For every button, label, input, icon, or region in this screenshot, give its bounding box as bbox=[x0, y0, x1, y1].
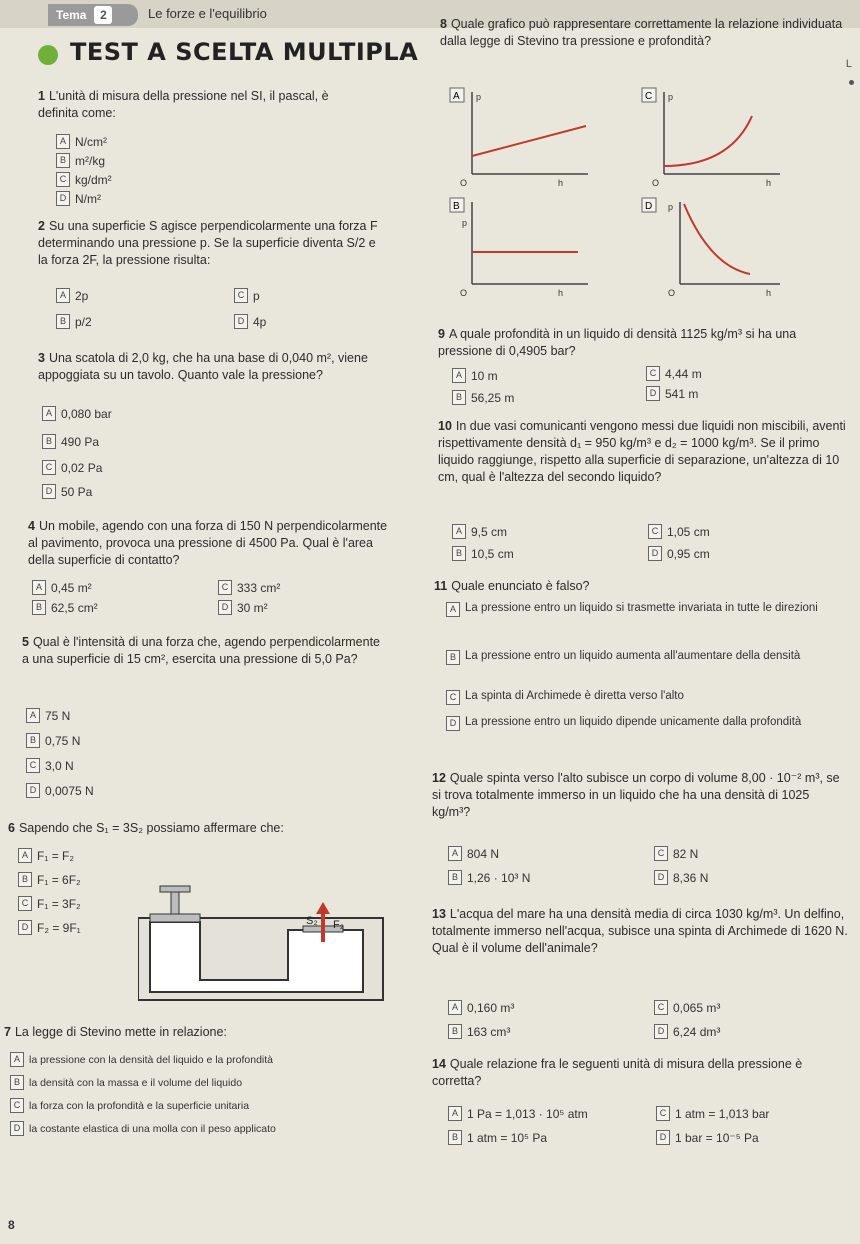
question-text: Quale grafico può rappresentare correttamente la relazione individuata dalla legge di Stevino tra pressione e profondità? bbox=[440, 17, 843, 48]
option-text: F₁ = 6F₂ bbox=[37, 872, 81, 887]
option-text: 1 atm = 10⁵ Pa bbox=[467, 1130, 548, 1145]
option-text: 30 m² bbox=[237, 600, 268, 615]
question-2 bbox=[38, 218, 378, 269]
option-text: La pressione entro un liquido dipende unicamente dalla profondità bbox=[465, 716, 802, 728]
option-13d[interactable] bbox=[654, 1024, 720, 1039]
tema-label: Tema bbox=[56, 8, 87, 22]
origin-label: O bbox=[668, 288, 676, 298]
option-text: 10 m bbox=[471, 368, 498, 383]
option-14a[interactable] bbox=[448, 1106, 588, 1121]
option-13b[interactable] bbox=[448, 1024, 510, 1039]
option-letter: A bbox=[446, 602, 460, 617]
option-text: 4p bbox=[253, 314, 267, 329]
question-number: 11 bbox=[434, 579, 448, 593]
option-letter: D bbox=[646, 386, 660, 401]
option-text: 0,02 Pa bbox=[61, 460, 103, 475]
axis-label-y: p bbox=[476, 92, 482, 102]
option-text: 1,05 cm bbox=[667, 524, 710, 539]
question-text: Quale spinta verso l'alto subisce un corpo di volume 8,00 · 10⁻² m³, se si trova totalmente immerso in un liquido che ha una densità di 1025 kg/m³? bbox=[432, 771, 840, 819]
option-text: 0,160 m³ bbox=[467, 1000, 515, 1015]
option-letter: A bbox=[32, 580, 46, 595]
question-4 bbox=[28, 518, 388, 569]
graph-b[interactable] bbox=[448, 196, 598, 301]
question-8 bbox=[440, 16, 850, 50]
question-text: L'unità di misura della pressione nel SI, il pascal, è definita come: bbox=[38, 89, 329, 120]
option-letter: D bbox=[18, 920, 32, 935]
option-text: 0,080 bar bbox=[61, 406, 112, 421]
option-letter: D bbox=[10, 1121, 24, 1136]
option-6c[interactable] bbox=[18, 896, 81, 911]
option-letter: B bbox=[18, 872, 32, 887]
question-text: Su una superficie S agisce perpendicolarmente una forza F determinando una pressione p. Se la superficie diventa S/2 e la forza 2F, la pressione risulta: bbox=[38, 219, 378, 267]
question-number: 12 bbox=[432, 771, 446, 785]
option-text: 541 m bbox=[665, 386, 699, 401]
question-text: Quale enunciato è falso? bbox=[451, 579, 590, 593]
option-letter: D bbox=[26, 783, 40, 798]
option-letter: C bbox=[42, 460, 56, 475]
option-7b[interactable] bbox=[10, 1075, 242, 1090]
option-9a[interactable] bbox=[452, 368, 498, 383]
question-number: 5 bbox=[22, 635, 29, 649]
option-7d[interactable] bbox=[10, 1121, 276, 1136]
option-letter: B bbox=[448, 1130, 462, 1145]
option-6b[interactable] bbox=[18, 872, 81, 887]
graph-a[interactable] bbox=[448, 86, 598, 191]
option-letter: A bbox=[56, 134, 70, 149]
option-text: 1 bar = 10⁻⁵ Pa bbox=[675, 1130, 759, 1145]
chapter-title: Le forze e l'equilibrio bbox=[148, 6, 267, 21]
option-3a[interactable] bbox=[42, 406, 112, 421]
edge-dot-icon bbox=[849, 80, 854, 85]
option-10b[interactable] bbox=[452, 546, 514, 561]
option-text: 3,0 N bbox=[45, 758, 74, 773]
option-text: la forza con la profondità e la superficie unitaria bbox=[29, 1099, 250, 1112]
question-5 bbox=[22, 634, 387, 668]
question-text: L'acqua del mare ha una densità media di circa 1030 kg/m³. Un delfino, totalmente immerso nell'acqua, subisce una spinta di Archimede di 1620 N. Qual è il volume dell'animale? bbox=[432, 907, 848, 955]
option-text: N/m² bbox=[75, 191, 101, 206]
question-number: 13 bbox=[432, 907, 446, 921]
option-text: La spinta di Archimede è diretta verso l'alto bbox=[465, 690, 684, 702]
option-letter: D bbox=[56, 191, 70, 206]
option-text: 0,95 cm bbox=[667, 546, 710, 561]
option-text: F₁ = 3F₂ bbox=[37, 896, 81, 911]
option-text: 490 Pa bbox=[61, 434, 100, 449]
tema-tab bbox=[48, 4, 138, 26]
option-letter: C bbox=[18, 896, 32, 911]
option-letter: C bbox=[218, 580, 232, 595]
tema-number: 2 bbox=[94, 6, 112, 24]
option-12b[interactable] bbox=[448, 870, 530, 885]
option-text: 1,26 · 10³ N bbox=[467, 870, 531, 885]
option-12d[interactable] bbox=[654, 870, 708, 885]
option-letter: B bbox=[26, 733, 40, 748]
question-text: Un mobile, agendo con una forza di 150 N perpendicolarmente al pavimento, provoca una pressione di 4500 Pa. Qual è l'area della superficie di contatto? bbox=[28, 519, 388, 567]
graph-curve bbox=[684, 204, 750, 274]
axis-label-x: h bbox=[766, 178, 772, 188]
origin-label: O bbox=[460, 178, 468, 188]
page-number: 8 bbox=[8, 1218, 15, 1232]
option-text: p/2 bbox=[75, 314, 92, 329]
question-9 bbox=[438, 326, 850, 360]
hydraulic-press-figure bbox=[138, 880, 388, 1010]
option-1c[interactable] bbox=[56, 172, 112, 187]
option-1b[interactable] bbox=[56, 153, 105, 168]
option-9b[interactable] bbox=[452, 390, 514, 405]
option-text: 2p bbox=[75, 288, 89, 303]
option-text: m²/kg bbox=[75, 153, 105, 168]
option-letter: D bbox=[446, 716, 460, 731]
question-3 bbox=[38, 350, 383, 384]
option-12c[interactable] bbox=[654, 846, 698, 861]
option-2b[interactable] bbox=[56, 314, 92, 329]
option-text: 1 atm = 1,013 bar bbox=[675, 1106, 770, 1121]
option-letter: C bbox=[26, 758, 40, 773]
option-text: la costante elastica di una molla con il peso applicato bbox=[29, 1122, 276, 1135]
option-3c[interactable] bbox=[42, 460, 102, 475]
option-letter: A bbox=[452, 368, 466, 383]
graph-letter: A bbox=[453, 91, 460, 102]
option-letter: B bbox=[448, 870, 462, 885]
option-letter: C bbox=[10, 1098, 24, 1113]
force-arrowhead-f2 bbox=[316, 902, 330, 914]
piston-handle-large bbox=[160, 886, 190, 892]
option-letter: C bbox=[648, 524, 662, 539]
question-number: 1 bbox=[38, 89, 45, 103]
option-letter: C bbox=[654, 846, 668, 861]
option-text: 10,5 cm bbox=[471, 546, 514, 561]
question-text: Una scatola di 2,0 kg, che ha una base di 0,040 m², viene appoggiata su un tavolo. Quanto vale la pressione? bbox=[38, 351, 368, 382]
question-text: In due vasi comunicanti vengono messi due liquidi non miscibili, aventi rispettivamente densità d₁ = 950 kg/m³ e d₂ = 1000 kg/m³. Se il primo liquido raggiunge, rispetto alla superficie di separazione, un'altezza di 10 cm, qual è l'altezza del secondo liquido? bbox=[438, 419, 846, 484]
option-letter: B bbox=[42, 434, 56, 449]
question-text: A quale profondità in un liquido di densità 1125 kg/m³ si ha una pressione di 0,4905 bar? bbox=[438, 327, 797, 358]
question-number: 14 bbox=[432, 1057, 446, 1071]
question-10 bbox=[438, 418, 850, 486]
origin-label: O bbox=[460, 288, 468, 298]
question-12 bbox=[432, 770, 850, 821]
axis-label-x: h bbox=[766, 288, 772, 298]
option-2d[interactable] bbox=[234, 314, 266, 329]
question-6 bbox=[8, 820, 388, 837]
option-letter: D bbox=[654, 1024, 668, 1039]
option-5a[interactable] bbox=[26, 708, 70, 723]
question-number: 7 bbox=[4, 1025, 11, 1039]
option-letter: A bbox=[448, 1000, 462, 1015]
option-text: 8,36 N bbox=[673, 870, 709, 885]
option-letter: C bbox=[234, 288, 248, 303]
option-letter: B bbox=[32, 600, 46, 615]
option-text: 9,5 cm bbox=[471, 524, 508, 539]
option-letter: C bbox=[656, 1106, 670, 1121]
question-text: La legge di Stevino mette in relazione: bbox=[14, 1025, 227, 1039]
option-text: La pressione entro un liquido aumenta all'aumentare della densità bbox=[465, 650, 801, 662]
question-text: Qual è l'intensità di una forza che, agendo perpendicolarmente a una superficie di 15 cm², esercita una pressione di 5,0 Pa? bbox=[22, 635, 381, 666]
option-letter: B bbox=[56, 314, 70, 329]
option-10d[interactable] bbox=[648, 546, 710, 561]
option-text: 0,75 N bbox=[45, 733, 81, 748]
graph-letter: C bbox=[645, 91, 653, 102]
option-letter: C bbox=[446, 690, 460, 705]
axis-label-x: h bbox=[558, 178, 564, 188]
option-letter: A bbox=[42, 406, 56, 421]
option-12a[interactable] bbox=[448, 846, 499, 861]
option-13a[interactable] bbox=[448, 1000, 514, 1015]
option-letter: B bbox=[448, 1024, 462, 1039]
option-letter: D bbox=[234, 314, 248, 329]
axis-label-y: p bbox=[668, 202, 674, 212]
option-1d[interactable] bbox=[56, 191, 101, 206]
axis-label-y: p bbox=[668, 92, 674, 102]
edge-letter: L bbox=[845, 58, 852, 70]
question-number: 10 bbox=[438, 419, 452, 433]
graph-curve bbox=[472, 126, 586, 156]
option-text: 804 N bbox=[467, 846, 500, 861]
option-3d[interactable] bbox=[42, 484, 92, 499]
option-letter: D bbox=[218, 600, 232, 615]
origin-label: O bbox=[652, 178, 660, 188]
option-letter: B bbox=[56, 153, 70, 168]
option-letter: A bbox=[18, 848, 32, 863]
graph-curve bbox=[664, 116, 752, 166]
label-s2: S₂ bbox=[306, 915, 318, 927]
option-letter: B bbox=[10, 1075, 24, 1090]
question-1 bbox=[38, 88, 368, 122]
question-11 bbox=[434, 578, 834, 595]
option-text: kg/dm² bbox=[75, 172, 112, 187]
label-f2: F₂ bbox=[333, 919, 344, 931]
option-text: 0,0075 N bbox=[45, 783, 94, 798]
option-6a[interactable] bbox=[18, 848, 74, 863]
option-14c[interactable] bbox=[656, 1106, 769, 1121]
option-5d[interactable] bbox=[26, 783, 94, 798]
option-text: 6,24 dm³ bbox=[673, 1024, 721, 1039]
graph-d[interactable] bbox=[640, 196, 790, 301]
option-2c[interactable] bbox=[234, 288, 260, 303]
option-letter: D bbox=[648, 546, 662, 561]
option-11d[interactable] bbox=[446, 716, 846, 731]
option-text: 0,45 m² bbox=[51, 580, 92, 595]
option-text: p bbox=[253, 288, 260, 303]
question-number: 4 bbox=[28, 519, 35, 533]
option-text: 333 cm² bbox=[237, 580, 281, 595]
option-10a[interactable] bbox=[452, 524, 507, 539]
option-11b[interactable] bbox=[446, 650, 846, 665]
option-9d[interactable] bbox=[646, 386, 698, 401]
option-letter: D bbox=[654, 870, 668, 885]
option-4b[interactable] bbox=[32, 600, 98, 615]
option-11c[interactable] bbox=[446, 690, 846, 705]
option-10c[interactable] bbox=[648, 524, 710, 539]
option-11a[interactable] bbox=[446, 602, 846, 617]
option-text: 4,44 m bbox=[665, 366, 702, 381]
question-number: 3 bbox=[38, 351, 45, 365]
axis-label-y: p bbox=[462, 218, 468, 228]
option-letter: B bbox=[452, 390, 466, 405]
option-text: 62,5 cm² bbox=[51, 600, 98, 615]
option-letter: A bbox=[56, 288, 70, 303]
option-7c[interactable] bbox=[10, 1098, 249, 1113]
option-13c[interactable] bbox=[654, 1000, 720, 1015]
option-1a[interactable] bbox=[56, 134, 107, 149]
option-letter: A bbox=[26, 708, 40, 723]
option-letter: B bbox=[452, 546, 466, 561]
option-letter: D bbox=[656, 1130, 670, 1145]
question-7 bbox=[4, 1024, 384, 1041]
option-text: F₂ = 9F₁ bbox=[37, 920, 81, 935]
option-letter: A bbox=[10, 1052, 24, 1067]
option-6d[interactable] bbox=[18, 920, 81, 935]
section-title: TEST A SCELTA MULTIPLA bbox=[70, 38, 419, 66]
question-number: 2 bbox=[38, 219, 45, 233]
option-7a[interactable] bbox=[10, 1052, 273, 1067]
option-letter: B bbox=[446, 650, 460, 665]
option-2a[interactable] bbox=[56, 288, 88, 303]
option-text: 82 N bbox=[673, 846, 699, 861]
option-5b[interactable] bbox=[26, 733, 80, 748]
question-text: Sapendo che S₁ = 3S₂ possiamo affermare che: bbox=[18, 821, 284, 835]
option-4d[interactable] bbox=[218, 600, 268, 615]
graph-letter: D bbox=[645, 201, 653, 212]
graph-letter: B bbox=[453, 201, 460, 212]
option-letter: A bbox=[448, 1106, 462, 1121]
option-text: 56,25 m bbox=[471, 390, 515, 405]
option-text: N/cm² bbox=[75, 134, 107, 149]
option-3b[interactable] bbox=[42, 434, 99, 449]
option-letter: C bbox=[56, 172, 70, 187]
section-bullet-icon bbox=[38, 45, 58, 65]
option-letter: A bbox=[448, 846, 462, 861]
option-4c[interactable] bbox=[218, 580, 280, 595]
option-text: 1 Pa = 1,013 · 10⁵ atm bbox=[467, 1106, 588, 1121]
option-text: 163 cm³ bbox=[467, 1024, 511, 1039]
question-number: 8 bbox=[440, 17, 447, 31]
option-9c[interactable] bbox=[646, 366, 702, 381]
question-13 bbox=[432, 906, 850, 957]
axis-label-x: h bbox=[558, 288, 564, 298]
option-text: la densità con la massa e il volume del liquido bbox=[29, 1076, 243, 1089]
option-14b[interactable] bbox=[448, 1130, 547, 1145]
option-text: La pressione entro un liquido si trasmette invariata in tutte le direzioni bbox=[465, 602, 818, 614]
option-4a[interactable] bbox=[32, 580, 92, 595]
option-5c[interactable] bbox=[26, 758, 74, 773]
piston-large bbox=[150, 914, 200, 922]
question-number: 9 bbox=[438, 327, 445, 341]
option-text: F₁ = F₂ bbox=[37, 848, 75, 863]
option-letter: A bbox=[452, 524, 466, 539]
option-text: 75 N bbox=[45, 708, 71, 723]
option-letter: C bbox=[646, 366, 660, 381]
option-text: 0,065 m³ bbox=[673, 1000, 721, 1015]
option-letter: C bbox=[654, 1000, 668, 1015]
question-14 bbox=[432, 1056, 850, 1090]
question-text: Quale relazione fra le seguenti unità di misura della pressione è corretta? bbox=[432, 1057, 803, 1088]
question-number: 6 bbox=[8, 821, 15, 835]
graph-c[interactable] bbox=[640, 86, 790, 191]
option-letter: D bbox=[42, 484, 56, 499]
option-text: la pressione con la densità del liquido e la profondità bbox=[29, 1053, 273, 1066]
option-text: 50 Pa bbox=[61, 484, 93, 499]
option-14d[interactable] bbox=[656, 1130, 759, 1145]
